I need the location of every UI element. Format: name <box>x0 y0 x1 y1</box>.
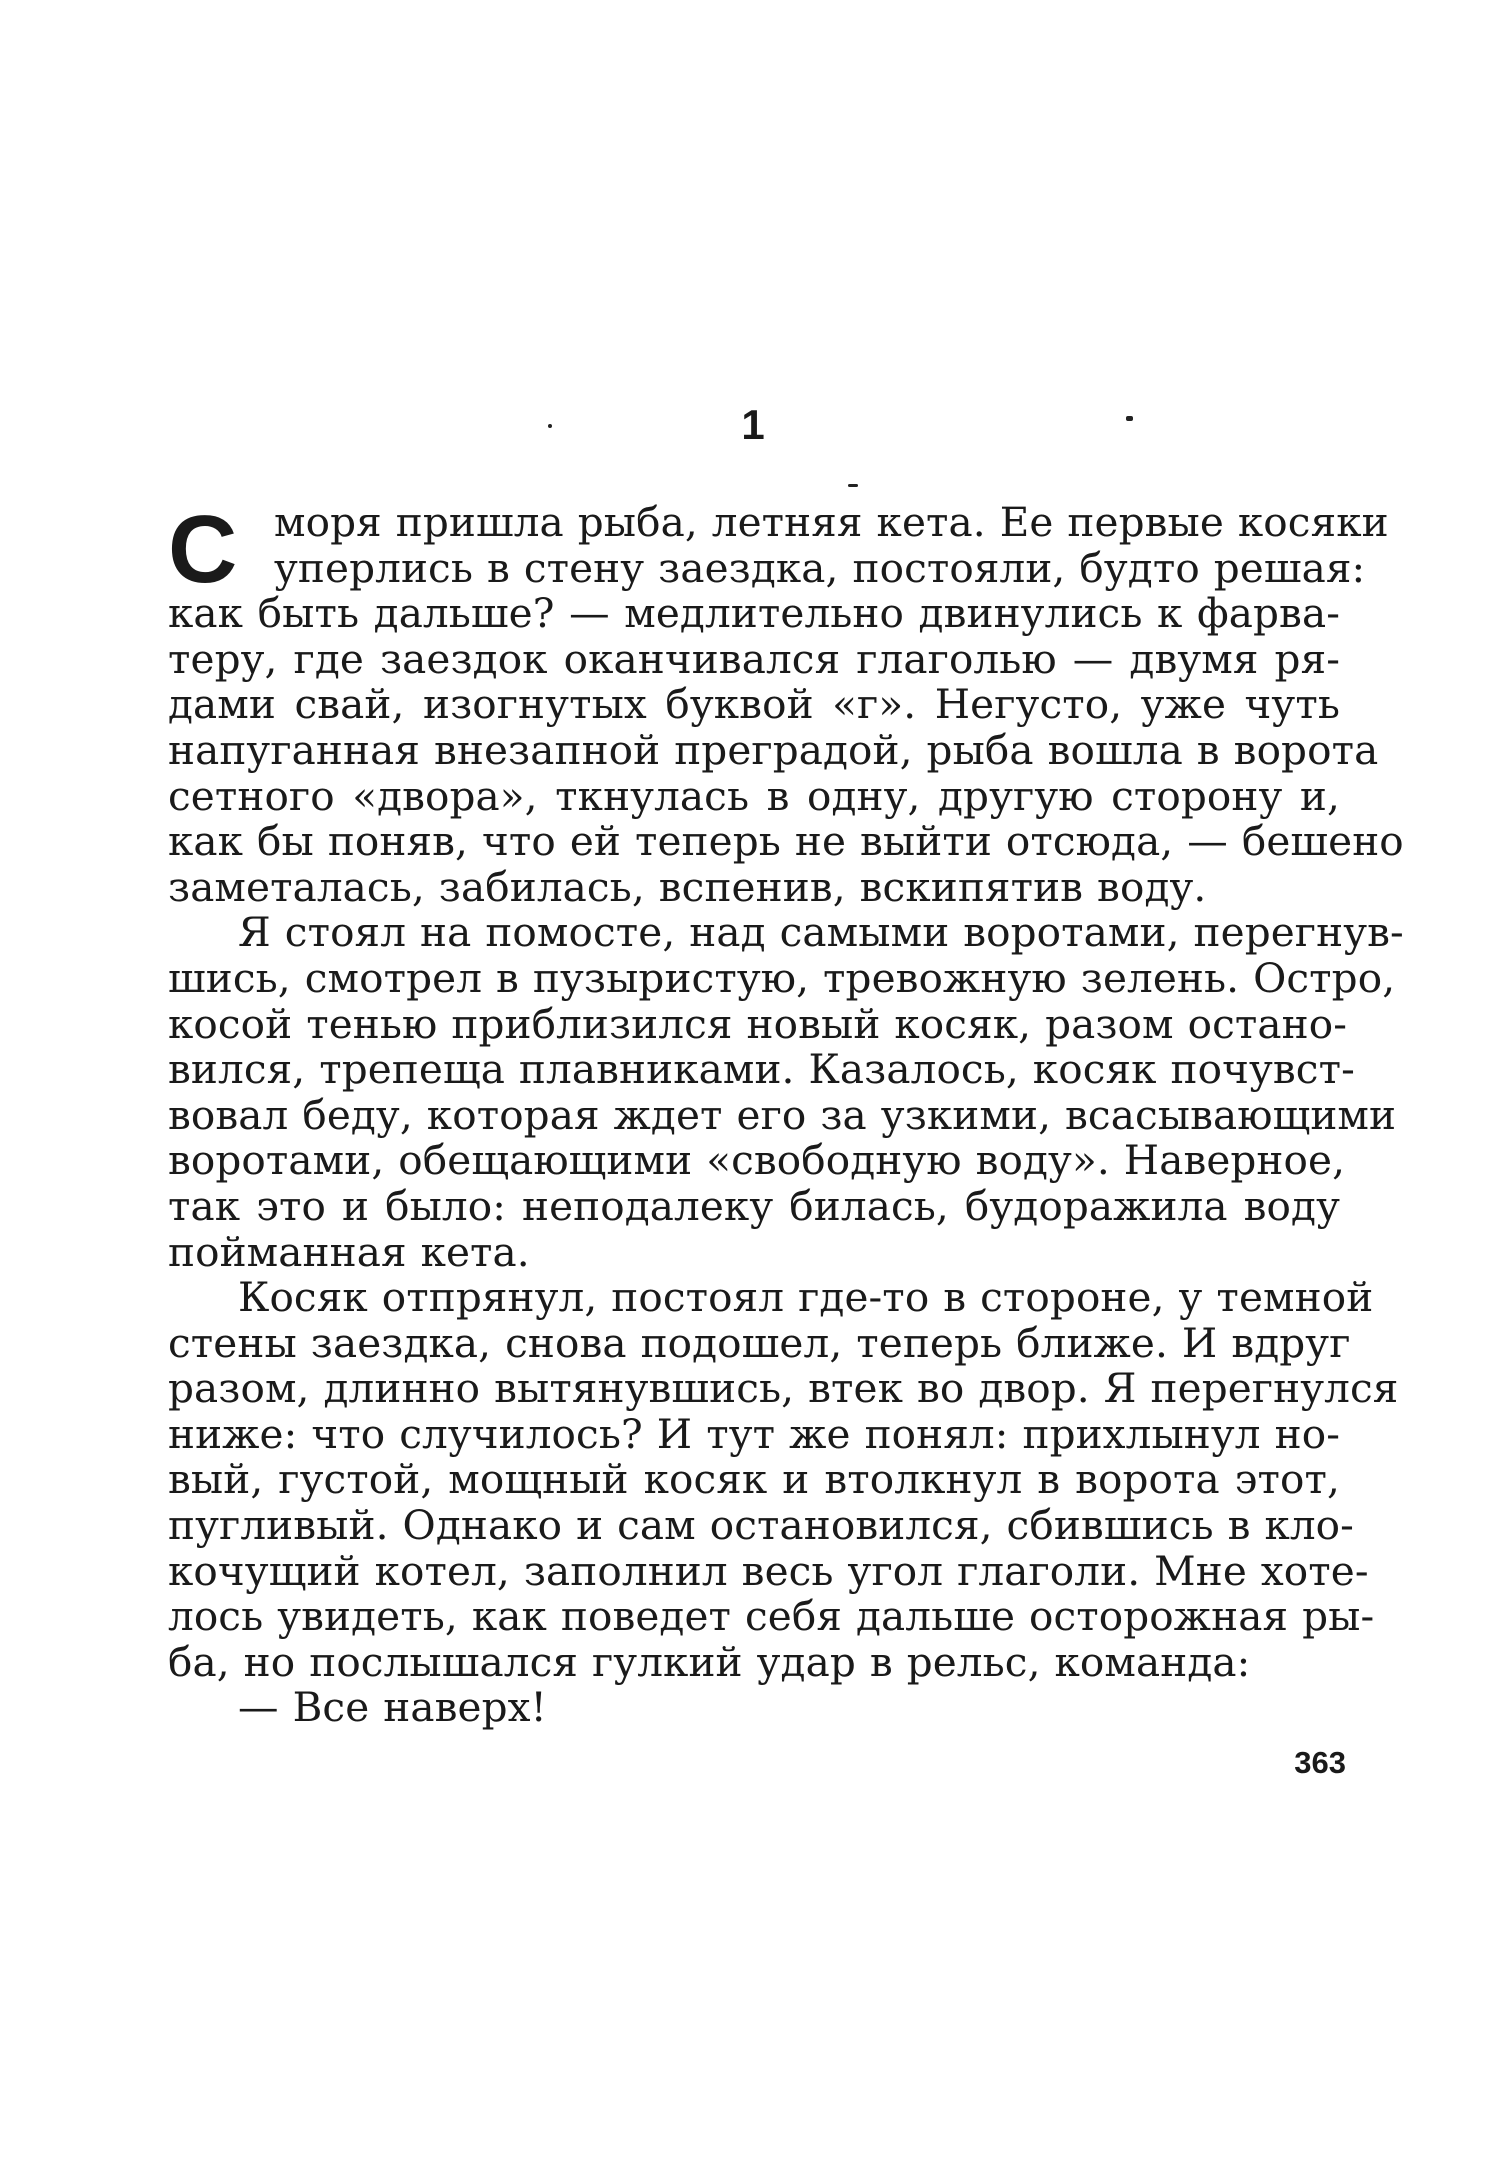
text-line: дами свай, изогнутых буквой «г». Негусто, уже чуть <box>168 680 1340 729</box>
text-line: пугливый. Однако и сам остановился, сбившись в кло- <box>168 1501 1354 1550</box>
text-line: вился, трепеща плавниками. Казалось, косяк почувст- <box>168 1045 1355 1094</box>
text-line: стены заездка, снова подошел, теперь ближе. И вдруг <box>168 1318 1351 1367</box>
text-line: ба, но послышался гулкий удар в рельс, команда: <box>168 1637 1251 1686</box>
body-text <box>168 496 1404 1732</box>
text-line: заметалась, забилась, вспенив, вскипятив воду. <box>168 862 1207 911</box>
page-number: 363 <box>1294 1745 1346 1780</box>
paragraph-4 <box>168 1685 1340 1731</box>
chapter-number: 1 <box>741 401 765 448</box>
text-line: воротами, обещающими «свободную воду». Наверное, <box>168 1136 1346 1185</box>
text-line: — Все наверх! <box>238 1683 547 1732</box>
text-line: напуганная внезапной преградой, рыба вошла в ворота <box>168 725 1379 774</box>
print-speck <box>548 424 552 428</box>
text-line: вовал беду, которая ждет его за узкими, всасывающими <box>168 1090 1397 1139</box>
text-line: теру, где заездок оканчивался глаголью — двумя ря- <box>168 634 1340 683</box>
text-line: сетного «двора», ткнулась в одну, другую сторону и, <box>168 771 1340 820</box>
paragraph-2 <box>168 908 1404 1276</box>
text-line: Я стоял на помосте, над самыми воротами, перегнув- <box>238 908 1404 957</box>
print-speck <box>1126 416 1133 421</box>
text-line: как быть дальше? — медлительно двинулись к фарва- <box>168 589 1340 638</box>
text-line: пойманная кета. <box>168 1227 530 1276</box>
paragraph-1 <box>168 496 1404 911</box>
text-line: шись, смотрел в пузыристую, тревожную зелень. Остро, <box>168 953 1396 1002</box>
text-line: уперлись в стену заездка, постояли, будто решая: <box>274 543 1366 592</box>
text-line: ниже: что случилось? И тут же понял: прихлынул но- <box>168 1409 1340 1458</box>
text-line: кочущий котел, заполнил весь угол глаголи. Мне хоте- <box>168 1546 1369 1595</box>
text-line: разом, длинно вытянувшись, втек во двор. Я перегнулся <box>168 1364 1399 1413</box>
text-line: лось увидеть, как поведет себя дальше осторожная ры- <box>168 1592 1375 1641</box>
text-line: косой тенью приблизился новый косяк, разом остано- <box>168 999 1347 1048</box>
print-speck <box>848 484 858 487</box>
text-line: вый, густой, мощный косяк и втолкнул в ворота этот, <box>168 1455 1340 1504</box>
text-line: как бы поняв, что ей теперь не выйти отсюда, — бешено <box>168 817 1404 866</box>
text-line: моря пришла рыба, летняя кета. Ее первые косяки <box>274 498 1389 546</box>
drop-cap: С <box>168 496 238 603</box>
paragraph-3 <box>168 1273 1399 1686</box>
text-line: так это и было: неподалеку билась, будоражила воду <box>168 1181 1340 1230</box>
text-line: Косяк отпрянул, постоял где-то в стороне, у темной <box>238 1273 1374 1322</box>
